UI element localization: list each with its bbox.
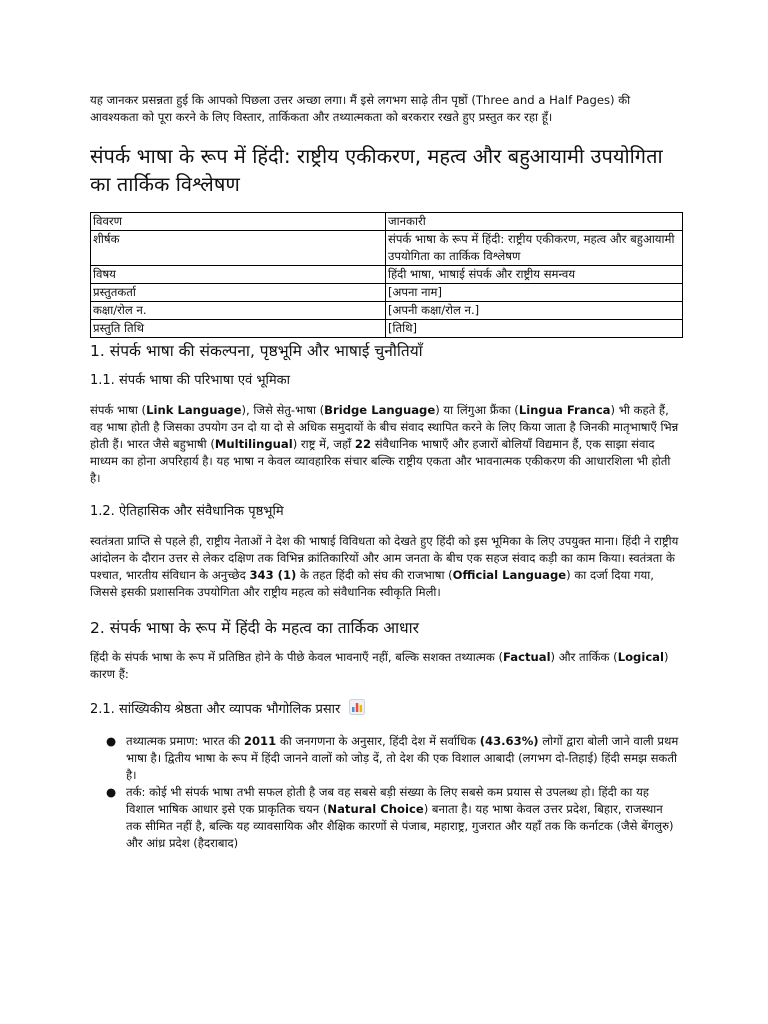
- list-item: [106, 733, 680, 784]
- table-cell-value: [तिथि]: [386, 320, 683, 338]
- text-run: की जनगणना के अनुसार, हिंदी देश में सर्वाधिक: [276, 734, 480, 748]
- bold-term: Natural Choice: [327, 802, 424, 816]
- bold-term: 343 (1): [249, 568, 297, 582]
- table-cell-key: प्रस्तुतकर्ता: [91, 284, 386, 302]
- table-cell-key: विषय: [91, 266, 386, 284]
- table-cell-key: कक्षा/रोल न.: [91, 302, 386, 320]
- bold-term: 2011: [243, 734, 277, 748]
- table-row: [91, 231, 683, 266]
- table-row: [91, 266, 683, 284]
- text-run: हिंदी के संपर्क भाषा के रूप में प्रतिष्ठित होने के पीछे केवल भावनाएँ नहीं, बल्कि सशक्त तथ्यात्मक (: [90, 650, 504, 664]
- bold-term: Factual: [503, 650, 551, 664]
- subsection-heading-1-2: 1.2. ऐतिहासिक और संवैधानिक पृष्ठभूमि: [90, 504, 284, 519]
- table-row: [91, 284, 683, 302]
- text-run: ) भी कहते हैं, वह भाषा होती है जिसका उपयोग उन दो या दो से अधिक समुदायों के बीच संवाद स्थापित करने के लिए किया जाता है जिनकी मातृभाषाएँ भिन्न होती हैं। भारत जैसे बहुभाषी (: [90, 403, 679, 451]
- table-cell-value: [अपनी कक्षा/रोल न.]: [386, 302, 683, 320]
- list-item-text: [126, 734, 678, 782]
- paragraph-1-1: [90, 402, 680, 487]
- list-item-text: [126, 785, 674, 850]
- paragraph-2: [90, 649, 680, 683]
- paragraph-1-2: [90, 533, 680, 601]
- text-run: ) राष्ट्र में, जहाँ: [292, 437, 355, 451]
- subsection-heading-2-1: [90, 699, 680, 721]
- text-run: ) या लिंगुआ फ्रैंका (: [435, 403, 519, 417]
- bold-term: Bridge Language: [324, 403, 436, 417]
- table-cell-value: हिंदी भाषा, भाषाई संपर्क और राष्ट्रीय समन्वय: [386, 266, 683, 284]
- bold-term: Link Language: [146, 403, 242, 417]
- subsection-heading-2-1-text: 2.1. सांख्यिकीय श्रेष्ठता और व्यापक भौगोलिक प्रसार: [90, 702, 341, 717]
- bold-term: (43.63%): [479, 734, 539, 748]
- table-cell-value: संपर्क भाषा के रूप में हिंदी: राष्ट्रीय एकीकरण, महत्व और बहुआयामी उपयोगिता का तार्किक विश्लेषण: [386, 231, 683, 266]
- text-run: ) और तार्किक (: [550, 650, 618, 664]
- text-run: के तहत हिंदी को संघ की राजभाषा (: [296, 568, 453, 582]
- bold-term: Lingua Franca: [518, 403, 611, 417]
- info-table: [90, 212, 683, 338]
- document-title: संपर्क भाषा के रूप में हिंदी: राष्ट्रीय एकीकरण, महत्व और बहुआयामी उपयोगिता का तार्किक विश्लेषण: [90, 144, 663, 196]
- text-run: स्वतंत्रता प्राप्ति से पहले ही, राष्ट्रीय नेताओं ने देश की भाषाई विविधता को देखते हुए हिंदी को इस भूमिका के लिए उपयुक्त माना। हिंदी ने राष्ट्रीय आंदोलन के दौरान उत्तर से लेकर दक्षिण तक विभिन्न क्रांतिकारियों और आम जनता के बीच एक सहज संवाद कड़ी का काम किया। स्वतंत्रता के पश्चात, भारतीय संविधान के अनुच्छेद: [90, 534, 679, 582]
- bullet-dot: ●: [106, 734, 117, 748]
- table-cell-value: [अपना नाम]: [386, 284, 683, 302]
- section-heading-1: 1. संपर्क भाषा की संकल्पना, पृष्ठभूमि और भाषाई चुनौतियाँ: [90, 342, 423, 360]
- text-run: लोगों द्वारा बोली जाने वाली प्रथम भाषा है। द्वितीय भाषा के रूप में हिंदी जानने वालों को जोड़ दें, तो देश की एक विशाल आबादी (लगभग दो-तिहाई) हिंदी समझ सकती है।: [126, 734, 679, 782]
- text-run: तर्क: कोई भी संपर्क भाषा तभी सफल होती है जब वह सबसे बड़ी संख्या के लिए सबसे कम प्रयास से उपलब्ध हो। हिंदी का यह विशाल भाषिक आधार इसे एक प्राकृतिक चयन (: [126, 785, 649, 816]
- text-run: ) कारण हैं:: [90, 650, 669, 681]
- section-heading-2: 2. संपर्क भाषा के रूप में हिंदी के महत्व का तार्किक आधार: [90, 619, 420, 637]
- table-cell-key: शीर्षक: [91, 231, 386, 266]
- table-cell-key: प्रस्तुति तिथि: [91, 320, 386, 338]
- text-run: ), जिसे सेतु-भाषा (: [241, 403, 325, 417]
- document-page: [90, 92, 680, 852]
- list-item: [106, 784, 680, 852]
- bullet-dot: ●: [106, 785, 117, 799]
- bold-term: Multilingual: [214, 437, 293, 451]
- intro-paragraph: यह जानकर प्रसन्नता हुई कि आपको पिछला उत्तर अच्छा लगा। मैं इसे लगभग साढ़े तीन पृष्ठों (Three and a Half Pages) की आवश्यकता को पूरा करने के लिए विस्तार, तार्किकता और तथ्यात्मकता को बरकरार रखते हुए प्रस्तुत कर रहा हूँ।: [90, 93, 631, 124]
- bold-term: 22: [354, 437, 372, 451]
- subsection-heading-1-1: 1.1. संपर्क भाषा की परिभाषा एवं भूमिका: [90, 373, 290, 388]
- text-run: संपर्क भाषा (: [90, 403, 147, 417]
- text-run: ) बनाता है। यह भाषा केवल उत्तर प्रदेश, बिहार, राजस्थान तक सीमित नहीं है, बल्कि यह व्यावसायिक और शैक्षिक कारणों से पंजाब, महाराष्ट्र, गुजरात और यहाँ तक कि कर्नाटक (जैसे बेंगलुरु) और आंध्र प्रदेश (हैदराबाद): [126, 802, 674, 850]
- icon-bar: [352, 707, 355, 712]
- table-row: [91, 213, 683, 231]
- table-cell-key: विवरण: [91, 213, 386, 231]
- text-run: संवैधानिक भाषाएँ और हजारों बोलियाँ विद्यमान हैं, एक साझा संवाद माध्यम का होना अपरिहार्य है। यह भाषा न केवल व्यावहारिक संचार बल्कि राष्ट्रीय एकता और भावनात्मक एकीकरण की आधारशिला भी होती है।: [90, 437, 671, 485]
- text-run: ) का दर्जा दिया गया, जिससे इसकी प्रशासनिक उपयोगिता और राष्ट्रीय महत्व को संवैधानिक स्वीकृति मिली।: [90, 568, 654, 599]
- bar-chart-icon: [349, 699, 365, 721]
- bullet-list: [90, 733, 680, 852]
- table-cell-value: जानकारी: [386, 213, 683, 231]
- table-row: [91, 320, 683, 338]
- bold-term: Logical: [617, 650, 664, 664]
- table-row: [91, 302, 683, 320]
- icon-bar: [359, 705, 362, 712]
- bold-term: Official Language: [452, 568, 567, 582]
- icon-bar: [355, 703, 358, 712]
- text-run: तथ्यात्मक प्रमाण: भारत की: [126, 734, 244, 748]
